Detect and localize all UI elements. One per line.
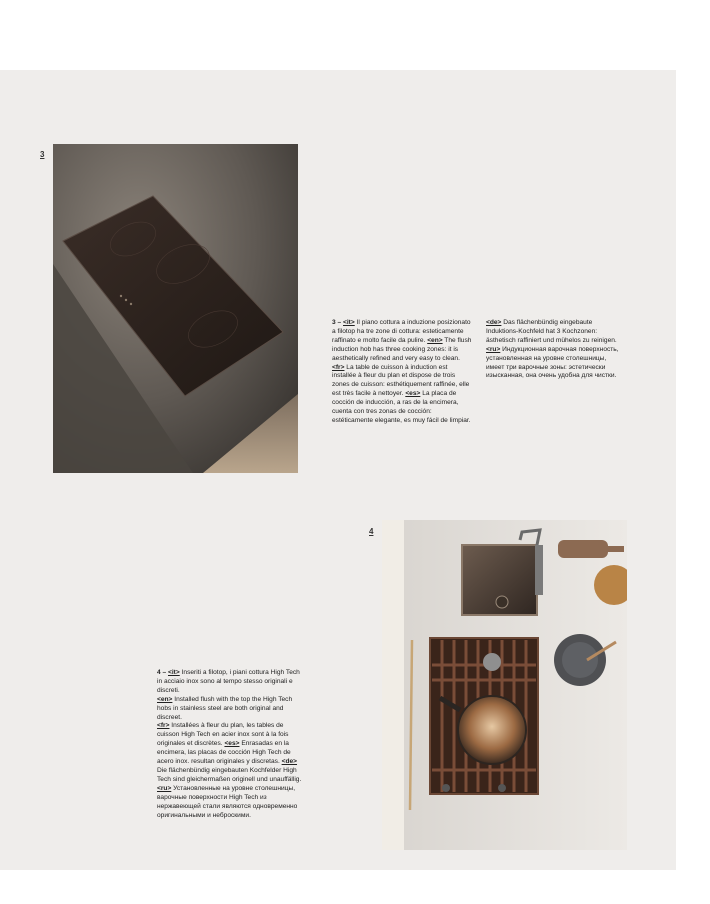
caption-3-text-cont	[486, 319, 624, 381]
lang-tag-it: <it>	[168, 669, 180, 676]
caption-4-fr: Installées à fleur du plan, les tables de cuisson High Tech en acier inox sont à la fois originales et discrètes.	[157, 722, 289, 748]
caption-3-de: Das flächenbündig eingebaute Induktions-Kochfeld hat 3 Kochzonen: ästhetisch raffiniert und mühelos zu reinigen.	[486, 319, 617, 344]
caption-3-text	[332, 319, 472, 426]
caption-4-en: Installed flush with the top the High Tech hobs in stainless steel are both original and discreet.	[157, 695, 293, 721]
lang-tag-fr: <fr>	[157, 722, 170, 730]
caption-3-it: Il piano cottura a induzione posizionato a filotop ha tre zone di cottura: esteticamente raffinato e molto facile da pulire.	[332, 319, 471, 344]
caption-4-it: Inseriti a filotop, i piani cottura High Tech in acciaio inox sono al tempo stesso originali e discreti.	[157, 669, 300, 694]
induction-hob-photo	[53, 144, 298, 473]
lang-tag-it: <it>	[343, 319, 355, 326]
photo-number-4: 4	[369, 527, 374, 536]
caption-4-en-line	[157, 696, 303, 723]
caption-4-lead: 4 –	[157, 669, 168, 676]
caption-3-fr: La table de cuisson à induction est installée à fleur du plan et dispose de trois zones de cuisson: esthétiquement raffinée, elle est très facile à nettoyer.	[332, 363, 470, 398]
caption-4-de: Die flächenbündig eingebauten Kochfelder High Tech sind gleichermaßen originell und unauffällig.	[157, 766, 302, 783]
high-tech-hobs-photo	[382, 520, 627, 850]
caption-3-column-2	[486, 319, 624, 381]
caption-3-en: The flush induction hob has three cooking zones: it is aesthetically refined and very easy to clean.	[332, 336, 472, 362]
lang-tag-de: <de>	[281, 758, 298, 766]
caption-4-fr-line	[157, 722, 303, 784]
lang-tag-en: <en>	[157, 695, 173, 703]
caption-3-column-1	[332, 319, 472, 426]
lang-tag-de: <de>	[486, 319, 502, 326]
caption-4-es: Enrasadas en la encimera, las placas de cocción High Tech de acero inox. resultan originales y discretas.	[157, 740, 291, 766]
caption-3-lead: 3 –	[332, 319, 343, 326]
photo-number-3: 3	[40, 150, 45, 159]
lang-tag-es: <es>	[405, 390, 421, 398]
induction-hob-illustration	[53, 144, 298, 473]
lang-tag-es: <es>	[224, 740, 240, 748]
lang-tag-fr: <fr>	[332, 363, 345, 371]
caption-3-es: La placa de cocción de inducción, a ras de la encimera, cuenta con tres zonas de cocción: estéticamente elegante, es muy fácil de limpiar.	[332, 390, 471, 424]
lang-tag-en: <en>	[427, 336, 443, 344]
caption-3-ru: Индукционная варочная поверхность, установленная на уровне столешницы, имеет три варочные зоны: эстетически изысканная, она очень удобна для чистки.	[486, 345, 619, 380]
caption-4-ru-line	[157, 785, 303, 821]
lang-tag-ru: <ru>	[157, 784, 172, 792]
caption-4-ru: Установленные на уровне столешницы, варочные поверхности High Tech из нержавеющей стали являются одновременно оригинальными и неброскими.	[157, 784, 298, 819]
lang-tag-ru: <ru>	[486, 345, 501, 353]
caption-4	[157, 669, 303, 820]
caption-4-it-line	[157, 669, 303, 696]
high-tech-hobs-illustration	[382, 520, 627, 850]
